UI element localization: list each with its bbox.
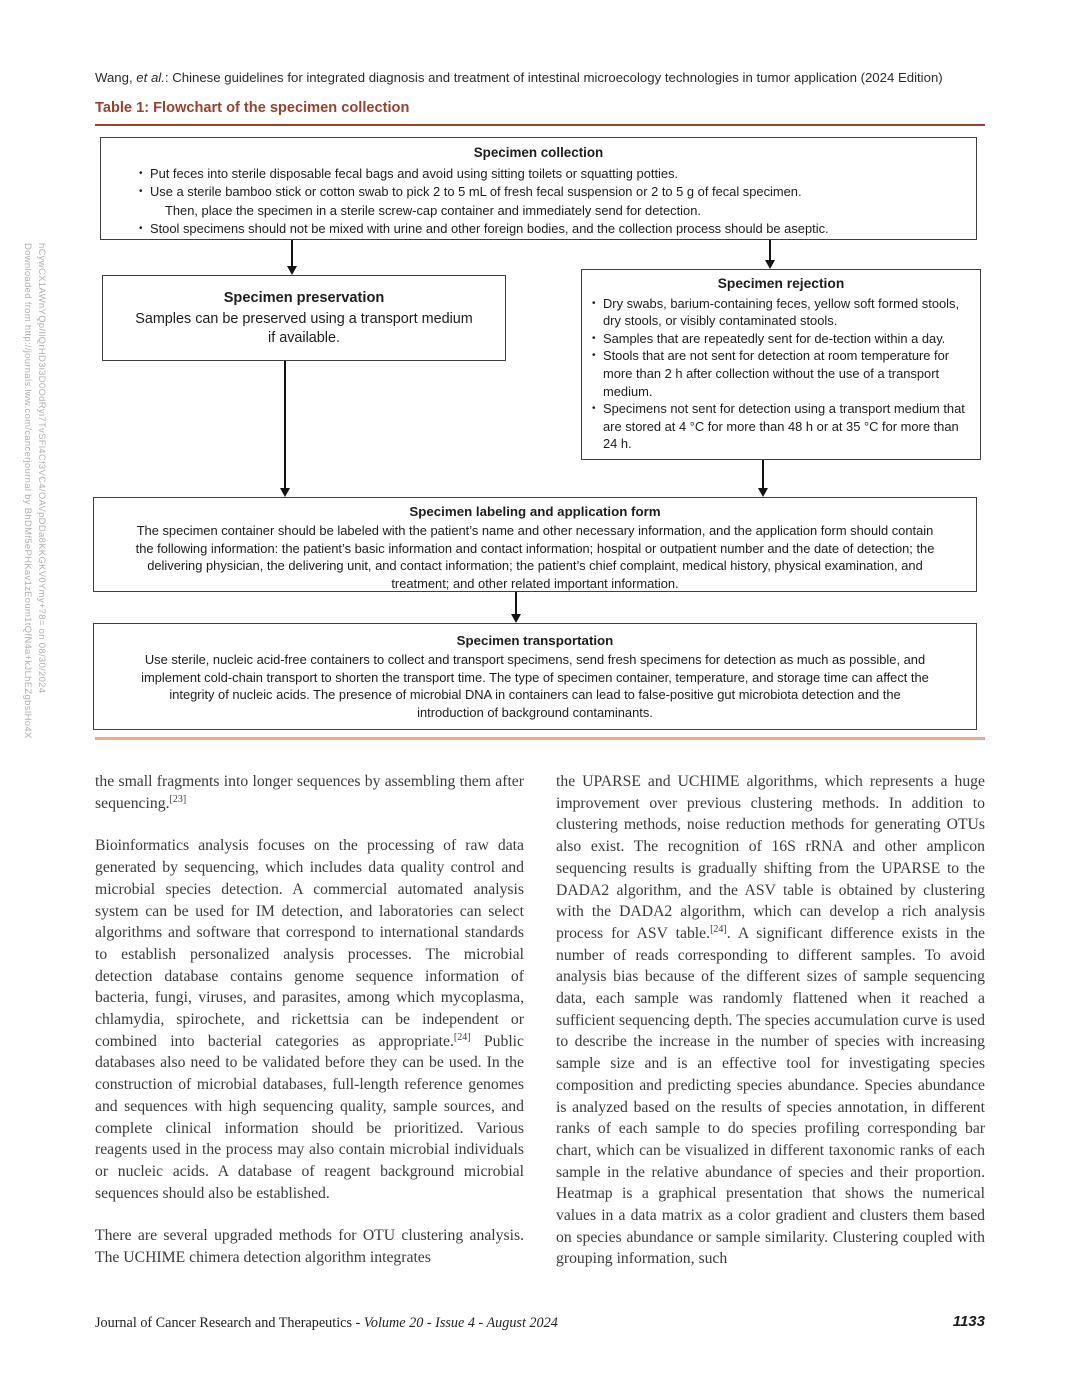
running-head-etal: et al. [136,70,165,85]
journal-issue: - Volume 20 - Issue 4 - August 2024 [351,1315,558,1331]
bullet-text: Then, place the specimen in a sterile screw-cap container and immediately send for detection. [165,202,701,218]
citation-reference: [24] [453,1031,471,1043]
specimen-flowchart [93,135,981,747]
arrow-shaft [769,240,771,260]
specimen-rejection-list [582,295,980,453]
page-number: 1133 [952,1313,985,1330]
bullet-item [139,220,958,238]
bullet-continuation [139,202,958,220]
citation-reference: [24] [710,923,727,935]
table-bottom-rule [95,737,985,740]
flowchart-box-specimen-preservation [102,275,506,361]
arrow-collection-to-preservation [286,240,298,275]
specimen-collection-list [101,165,976,238]
arrow-shaft [515,592,517,614]
article-body [95,771,985,1291]
watermark-line: hCywCX1AWnYQp/IlQrHD3i3D0OdRyi7TvSFl4Cf3VC4/OAVpDDa8KKGKV0Ymy+78= on 08/30/2024 [36,243,47,694]
bullet-marker: • [592,403,596,415]
bullet-marker: • [139,222,143,234]
running-head-title: : Chinese guidelines for integrated diagnosis and treatment of intestinal microecology technologies in tumor application (2024 Edition) [164,70,943,85]
watermark-line: Downloaded from http://journals.lww.com/cancerjournal by BhDMf5ePHKav1zEoum1tQfN4a+kJLhEZgbsIHo4X [22,243,33,739]
box-title: Specimen transportation [456,633,614,648]
arrow-head-icon [765,260,775,269]
running-head-authors: Wang, [95,70,137,85]
bullet-text: Use a sterile bamboo stick or cotton swab to pick 2 to 5 mL of fresh fecal suspension or 2 to 5 g of fecal specimen. [150,184,802,200]
bullet-marker: • [592,332,596,344]
flowchart-box-specimen-labeling [93,497,977,592]
box-title: Specimen rejection [717,276,845,291]
arrow-labeling-to-transportation [510,592,522,623]
bullet-text: Dry swabs, barium-containing feces, yellow soft formed stools, dry stools, or visibly contaminated stools. [603,295,960,329]
box-title: Specimen collection [473,145,604,160]
left-column [95,771,524,1291]
box-title: Specimen preservation [223,290,385,306]
table-top-rule [95,124,985,126]
bullet-text: Stools that are not sent for detection at room temperature for more than 2 h after collection without the use of a transport medium. [603,348,950,399]
arrow-preservation-to-labeling [279,361,291,497]
bullet-marker: • [139,168,143,180]
bullet-item [592,400,976,453]
flowchart-box-specimen-transportation [93,623,977,730]
bullet-item [139,165,958,183]
arrow-head-icon [280,488,290,497]
bullet-text: Samples that are repeatedly sent for de-tection within a day. [603,330,946,346]
arrow-rejection-to-labeling [757,460,769,497]
arrow-head-icon [758,488,768,497]
bullet-text: Stool specimens should not be mixed with urine and other foreign bodies, and the collection process should be aseptic. [150,220,829,236]
right-column [556,771,985,1291]
bullet-marker: • [139,186,143,198]
journal-name: Journal of Cancer Research and Therapeutics [95,1315,352,1331]
arrow-shaft [762,460,764,488]
bullet-marker: • [592,297,596,309]
article-paragraph: There are several upgraded methods for OTU clustering analysis. The UCHIME chimera detection algorithm integrates [95,1227,524,1267]
bullet-item [592,347,976,400]
arrow-shaft [284,361,286,488]
running-head [95,70,985,85]
arrow-head-icon [511,614,521,623]
bullet-text: Specimens not sent for detection using a transport medium that are stored at 4 °C for more than 48 h or at 35 °C for more than 24 h. [603,401,965,452]
article-paragraph: Bioinformatics analysis focuses on the processing of raw data generated by sequencing, which includes data quality control and microbial species detection. A commercial automated analysis system can be used for IM detection, and laboratories can select algorithms and software that correspond to international standards to establish personalized analysis processes. The microbial detection database contains genome sequence information of bacteria, fungi, viruses, and parasites, among which mycoplasma, chlamydia, spirochete, and rickettsia can be independent or combined into bacterial categories as appropriate.[24] Public databases also need to be validated before they can be used. In the construction of microbial databases, full-length reference genomes and sequences with high sequencing quality, sample sources, and complete clinical information should be prioritized. Various reagents used in the process may also contain microbial individuals or nucleic acids. A database of reagent background microbial sequences should also be established. [95,837,524,1202]
article-paragraph: the small fragments into longer sequences by assembling them after sequencing.[23] [95,773,524,812]
journal-footer [95,1315,558,1332]
bullet-item [592,295,976,330]
bullet-marker: • [592,350,596,362]
box-body: Use sterile, nucleic acid-free containers to collect and transport specimens, send fresh specimens for detection as much as possible, and implement cold-chain transport to shorten the transport time. The type of specimen container, temperature, and storage time can affect the integrity of nucleic acids. The presence of microbial DNA in containers can lead to false-positive gut microbiota detection and the introduction of background contaminants. [141,651,929,721]
bullet-text: Put feces into sterile disposable fecal bags and avoid using sitting toilets or squatting potties. [150,166,679,182]
flowchart-box-specimen-collection [100,137,977,240]
bullet-item [592,330,976,348]
table-caption: Table 1: Flowchart of the specimen collection [95,100,410,116]
arrow-head-icon [287,266,297,275]
box-body: The specimen container should be labeled with the patient’s name and other necessary information, and the application form should contain the following information: the patient’s basic information and contact information; hospital or outpatient number and the date of detection; the delivering physician, the delivering unit, and contact information; the patient’s chief complaint, medical history, physical examination, and treatment; and other related important information. [135,522,935,592]
arrow-shaft [291,240,293,266]
article-paragraph: the UPARSE and UCHIME algorithms, which represents a huge improvement over previous clustering methods. In addition to clustering methods, noise reduction methods for generating OTUs also exist. The recognition of 16S rRNA and other amplicon sequencing results is gradually shifting from the UPARSE to the DADA2 algorithm, and the ASV table is obtained by clustering with the DADA2 algorithm, which can develop a rich analysis process for ASV table.[24]. A significant difference exists in the number of reads corresponding to different samples. To avoid analysis bias because of the different sizes of sample sequencing data, each sample was randomly flattened when it reached a sufficient sequencing depth. The species accumulation curve is used to describe the increase in the number of species with increasing sample size and is an effective tool for investigating species composition and predicting species abundance. Species abundance is analyzed based on the results of species annotation, in different ranks of each sample to do species profiling corresponding bar chart, which can be visualized in different taxonomic ranks of each sample in the relative abundance of species and their proportion. Heatmap is a graphical presentation that shows the numerical values in a data matrix as a color gradient and clusters them based on species abundance or sample similarity. Clustering coupled with grouping information, such [556,773,985,1268]
download-watermark [20,243,48,739]
box-body: Samples can be preserved using a transport medium if available. [135,310,473,346]
citation-reference: [23] [169,793,187,805]
flowchart-box-specimen-rejection [581,269,981,460]
arrow-collection-to-rejection [764,240,776,269]
bullet-item [139,183,958,201]
box-title: Specimen labeling and application form [409,504,661,519]
